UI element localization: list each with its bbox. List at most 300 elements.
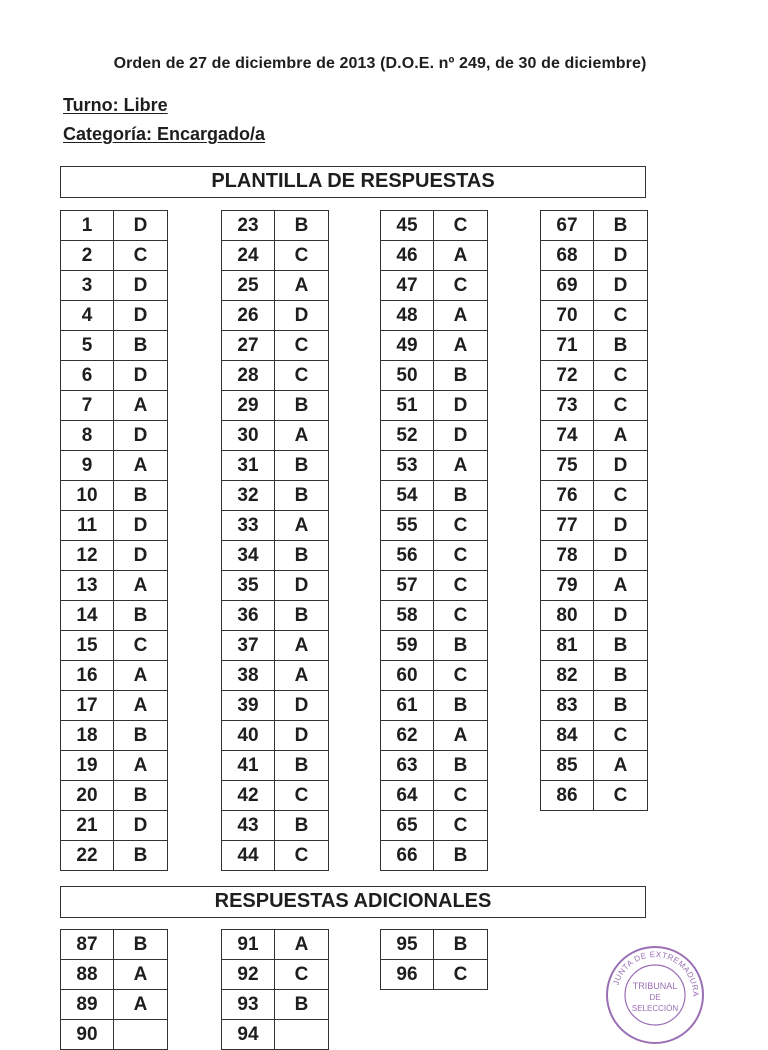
- order-reference: Orden de 27 de diciembre de 2013 (D.O.E. nº 249, de 30 de diciembre): [113, 55, 647, 72]
- question-number: 72: [541, 361, 594, 391]
- answer-letter: C: [594, 721, 648, 751]
- answer-letter: D: [114, 271, 168, 301]
- answer-letter: B: [275, 451, 329, 481]
- answer-letter: A: [594, 421, 648, 451]
- answer-row: [541, 481, 648, 511]
- answer-letter: B: [594, 661, 648, 691]
- answer-letter: A: [594, 751, 648, 781]
- answer-row: [222, 481, 329, 511]
- answer-row: [541, 391, 648, 421]
- answer-letter: B: [114, 331, 168, 361]
- answer-row: [222, 721, 329, 751]
- answer-row: [541, 271, 648, 301]
- answer-row: [222, 1020, 329, 1050]
- answer-row: [222, 841, 329, 871]
- answer-letter: A: [114, 571, 168, 601]
- question-number: 23: [222, 211, 275, 241]
- question-number: 13: [61, 571, 114, 601]
- answer-letter: B: [275, 211, 329, 241]
- answer-letter: C: [275, 331, 329, 361]
- question-number: 17: [61, 691, 114, 721]
- answer-letter: C: [434, 811, 488, 841]
- answer-row: [541, 631, 648, 661]
- answer-row: [61, 960, 168, 990]
- answer-letter: C: [594, 361, 648, 391]
- question-number: 62: [381, 721, 434, 751]
- answer-letter: D: [594, 541, 648, 571]
- answer-letter: A: [434, 301, 488, 331]
- answer-row: [222, 511, 329, 541]
- question-number: 63: [381, 751, 434, 781]
- categoria-label: Categoría: Encargado/a: [63, 124, 266, 144]
- answer-row: [541, 781, 648, 811]
- answer-letter: A: [114, 751, 168, 781]
- answer-letter: B: [275, 811, 329, 841]
- answer-letter: D: [594, 601, 648, 631]
- answer-row: [61, 811, 168, 841]
- question-number: 36: [222, 601, 275, 631]
- question-number: 75: [541, 451, 594, 481]
- question-number: 96: [381, 960, 434, 990]
- answer-row: [541, 301, 648, 331]
- answer-row: [61, 1020, 168, 1050]
- answer-row: [381, 960, 488, 990]
- answer-row: [61, 391, 168, 421]
- question-number: 67: [541, 211, 594, 241]
- question-number: 26: [222, 301, 275, 331]
- answer-row: [381, 601, 488, 631]
- question-number: 77: [541, 511, 594, 541]
- question-number: 9: [61, 451, 114, 481]
- question-number: 89: [61, 990, 114, 1020]
- answer-row: [222, 451, 329, 481]
- answer-row: [222, 331, 329, 361]
- answer-letter: B: [275, 601, 329, 631]
- answer-letter: C: [434, 601, 488, 631]
- answer-letter: C: [434, 271, 488, 301]
- answer-letter: A: [275, 421, 329, 451]
- answer-row: [61, 421, 168, 451]
- answer-letter: D: [594, 511, 648, 541]
- plantilla-title: PLANTILLA DE RESPUESTAS: [60, 166, 646, 198]
- question-number: 55: [381, 511, 434, 541]
- question-number: 82: [541, 661, 594, 691]
- answer-row: [381, 841, 488, 871]
- answer-letter: C: [275, 960, 329, 990]
- answer-letter: C: [434, 960, 488, 990]
- answer-row: [222, 361, 329, 391]
- turno-label: Turno: Libre: [63, 95, 168, 115]
- answer-row: [381, 301, 488, 331]
- answer-row: [381, 541, 488, 571]
- seal-ring-text: JUNTA DE EXTREMADURA: [611, 949, 701, 998]
- answer-row: [381, 811, 488, 841]
- question-number: 69: [541, 271, 594, 301]
- question-number: 14: [61, 601, 114, 631]
- question-number: 46: [381, 241, 434, 271]
- answer-row: [61, 361, 168, 391]
- question-number: 65: [381, 811, 434, 841]
- answer-letter: D: [114, 301, 168, 331]
- question-number: 50: [381, 361, 434, 391]
- question-number: 39: [222, 691, 275, 721]
- answer-row: [61, 631, 168, 661]
- answer-letter: B: [275, 751, 329, 781]
- answer-letter: B: [434, 930, 488, 960]
- question-number: 52: [381, 421, 434, 451]
- answer-letter: A: [275, 631, 329, 661]
- answer-row: [61, 331, 168, 361]
- answer-row: [61, 301, 168, 331]
- answer-letter: C: [434, 211, 488, 241]
- answer-letter: D: [114, 421, 168, 451]
- question-number: 38: [222, 661, 275, 691]
- plantilla-column-2: [221, 210, 329, 871]
- answer-letter: B: [114, 781, 168, 811]
- question-number: 19: [61, 751, 114, 781]
- answer-row: [381, 571, 488, 601]
- answer-letter: D: [114, 511, 168, 541]
- plantilla-column-4: [540, 210, 648, 811]
- question-number: 85: [541, 751, 594, 781]
- answer-letter: A: [114, 391, 168, 421]
- answer-letter: B: [114, 930, 168, 960]
- answer-letter: A: [434, 331, 488, 361]
- answer-row: [61, 990, 168, 1020]
- answer-row: [222, 691, 329, 721]
- answer-letter: D: [434, 391, 488, 421]
- answer-letter: B: [434, 361, 488, 391]
- question-number: 41: [222, 751, 275, 781]
- question-number: 60: [381, 661, 434, 691]
- answer-letter: B: [275, 541, 329, 571]
- answer-letter: C: [434, 511, 488, 541]
- question-number: 6: [61, 361, 114, 391]
- question-number: 79: [541, 571, 594, 601]
- answer-row: [222, 631, 329, 661]
- answer-row: [541, 241, 648, 271]
- answer-row: [222, 930, 329, 960]
- answer-letter: D: [594, 241, 648, 271]
- answer-row: [222, 781, 329, 811]
- answer-row: [61, 571, 168, 601]
- answer-row: [381, 391, 488, 421]
- answer-row: [541, 541, 648, 571]
- question-number: 93: [222, 990, 275, 1020]
- answer-letter: D: [434, 421, 488, 451]
- answer-letter: A: [275, 271, 329, 301]
- answer-row: [61, 781, 168, 811]
- answer-row: [61, 241, 168, 271]
- answer-row: [61, 481, 168, 511]
- question-number: 10: [61, 481, 114, 511]
- question-number: 90: [61, 1020, 114, 1050]
- answer-letter: B: [594, 631, 648, 661]
- question-number: 8: [61, 421, 114, 451]
- question-number: 33: [222, 511, 275, 541]
- answer-letter: B: [275, 990, 329, 1020]
- answer-row: [381, 751, 488, 781]
- answer-letter: D: [114, 811, 168, 841]
- answer-row: [61, 271, 168, 301]
- answer-row: [381, 241, 488, 271]
- question-number: 27: [222, 331, 275, 361]
- answer-letter: C: [434, 541, 488, 571]
- answer-row: [222, 391, 329, 421]
- question-number: 53: [381, 451, 434, 481]
- question-number: 11: [61, 511, 114, 541]
- answer-row: [61, 841, 168, 871]
- answer-row: [381, 930, 488, 960]
- answer-letter: B: [594, 691, 648, 721]
- answer-row: [381, 661, 488, 691]
- answer-letter: D: [275, 721, 329, 751]
- question-number: 92: [222, 960, 275, 990]
- answer-row: [61, 211, 168, 241]
- answer-letter: C: [114, 241, 168, 271]
- adicionales-column-2: [221, 929, 329, 1050]
- adicionales-column-3: [380, 929, 488, 990]
- question-number: 40: [222, 721, 275, 751]
- answer-row: [222, 601, 329, 631]
- answer-letter: A: [275, 661, 329, 691]
- answer-letter: B: [434, 841, 488, 871]
- adicionales-title: RESPUESTAS ADICIONALES: [60, 886, 646, 918]
- question-number: 70: [541, 301, 594, 331]
- question-number: 78: [541, 541, 594, 571]
- question-number: 94: [222, 1020, 275, 1050]
- question-number: 29: [222, 391, 275, 421]
- answer-letter: B: [434, 751, 488, 781]
- question-number: 42: [222, 781, 275, 811]
- answer-row: [381, 781, 488, 811]
- answer-row: [61, 691, 168, 721]
- question-number: 51: [381, 391, 434, 421]
- answer-letter: D: [114, 211, 168, 241]
- question-number: 95: [381, 930, 434, 960]
- answer-letter: B: [114, 601, 168, 631]
- answer-row: [61, 751, 168, 781]
- seal-line-2: DE: [649, 993, 661, 1002]
- question-number: 15: [61, 631, 114, 661]
- question-number: 66: [381, 841, 434, 871]
- question-number: 12: [61, 541, 114, 571]
- answer-letter: D: [275, 301, 329, 331]
- question-number: 20: [61, 781, 114, 811]
- seal-line-3: SELECCIÓN: [631, 1004, 679, 1013]
- question-number: 58: [381, 601, 434, 631]
- question-number: 83: [541, 691, 594, 721]
- answer-letter: B: [114, 721, 168, 751]
- answer-row: [61, 721, 168, 751]
- answer-letter: [275, 1020, 329, 1050]
- answer-row: [222, 541, 329, 571]
- answer-row: [61, 511, 168, 541]
- answer-letter: C: [594, 481, 648, 511]
- question-number: 48: [381, 301, 434, 331]
- answer-row: [541, 571, 648, 601]
- answer-row: [222, 661, 329, 691]
- answer-row: [222, 960, 329, 990]
- answer-row: [61, 930, 168, 960]
- answer-letter: C: [434, 661, 488, 691]
- question-number: 71: [541, 331, 594, 361]
- answer-row: [541, 211, 648, 241]
- answer-letter: A: [114, 990, 168, 1020]
- answer-row: [541, 511, 648, 541]
- answer-letter: C: [114, 631, 168, 661]
- answer-row: [381, 331, 488, 361]
- answer-letter: A: [114, 451, 168, 481]
- answer-letter: B: [434, 691, 488, 721]
- question-number: 88: [61, 960, 114, 990]
- question-number: 1: [61, 211, 114, 241]
- answer-row: [61, 541, 168, 571]
- plantilla-column-1: [60, 210, 168, 871]
- question-number: 37: [222, 631, 275, 661]
- answer-row: [381, 451, 488, 481]
- answer-letter: B: [434, 481, 488, 511]
- answer-letter: A: [434, 721, 488, 751]
- answer-row: [381, 361, 488, 391]
- question-number: 56: [381, 541, 434, 571]
- answer-letter: C: [434, 571, 488, 601]
- answer-row: [381, 481, 488, 511]
- answer-row: [222, 990, 329, 1020]
- answer-letter: B: [594, 211, 648, 241]
- answer-row: [381, 271, 488, 301]
- question-number: 84: [541, 721, 594, 751]
- answer-letter: D: [594, 271, 648, 301]
- question-number: 32: [222, 481, 275, 511]
- question-number: 5: [61, 331, 114, 361]
- answer-letter: C: [594, 391, 648, 421]
- answer-row: [381, 211, 488, 241]
- question-number: 57: [381, 571, 434, 601]
- question-number: 87: [61, 930, 114, 960]
- adicionales-column-1: [60, 929, 168, 1050]
- answer-letter: B: [275, 391, 329, 421]
- question-number: 49: [381, 331, 434, 361]
- question-number: 43: [222, 811, 275, 841]
- question-number: 2: [61, 241, 114, 271]
- answer-letter: A: [434, 241, 488, 271]
- answer-row: [222, 211, 329, 241]
- answer-row: [222, 271, 329, 301]
- question-number: 22: [61, 841, 114, 871]
- question-number: 44: [222, 841, 275, 871]
- answer-letter: A: [275, 511, 329, 541]
- answer-letter: B: [114, 481, 168, 511]
- answer-row: [381, 631, 488, 661]
- question-number: 64: [381, 781, 434, 811]
- question-number: 47: [381, 271, 434, 301]
- question-number: 45: [381, 211, 434, 241]
- question-number: 86: [541, 781, 594, 811]
- answer-row: [541, 691, 648, 721]
- question-number: 61: [381, 691, 434, 721]
- answer-row: [541, 421, 648, 451]
- question-number: 73: [541, 391, 594, 421]
- answer-row: [61, 661, 168, 691]
- answer-row: [541, 601, 648, 631]
- answer-letter: A: [594, 571, 648, 601]
- question-number: 76: [541, 481, 594, 511]
- answer-row: [381, 721, 488, 751]
- plantilla-column-3: [380, 210, 488, 871]
- question-number: 30: [222, 421, 275, 451]
- question-number: 24: [222, 241, 275, 271]
- question-number: 25: [222, 271, 275, 301]
- answer-row: [222, 301, 329, 331]
- question-number: 68: [541, 241, 594, 271]
- question-number: 74: [541, 421, 594, 451]
- question-number: 7: [61, 391, 114, 421]
- answer-letter: [114, 1020, 168, 1050]
- answer-letter: D: [275, 691, 329, 721]
- question-number: 59: [381, 631, 434, 661]
- answer-letter: A: [275, 930, 329, 960]
- answer-letter: B: [114, 841, 168, 871]
- question-number: 4: [61, 301, 114, 331]
- answer-letter: D: [114, 361, 168, 391]
- answer-letter: D: [114, 541, 168, 571]
- question-number: 31: [222, 451, 275, 481]
- question-number: 21: [61, 811, 114, 841]
- answer-letter: C: [275, 361, 329, 391]
- answer-letter: D: [594, 451, 648, 481]
- answer-row: [222, 421, 329, 451]
- answer-row: [222, 751, 329, 781]
- answer-letter: C: [594, 781, 648, 811]
- answer-row: [381, 421, 488, 451]
- answer-letter: C: [275, 241, 329, 271]
- question-number: 91: [222, 930, 275, 960]
- answer-row: [61, 601, 168, 631]
- answer-letter: B: [594, 331, 648, 361]
- answer-letter: D: [275, 571, 329, 601]
- question-number: 28: [222, 361, 275, 391]
- answer-letter: A: [114, 691, 168, 721]
- answer-letter: A: [114, 661, 168, 691]
- answer-letter: C: [594, 301, 648, 331]
- answer-letter: A: [434, 451, 488, 481]
- question-number: 34: [222, 541, 275, 571]
- answer-letter: C: [275, 781, 329, 811]
- answer-letter: A: [114, 960, 168, 990]
- answer-letter: B: [275, 481, 329, 511]
- answer-row: [222, 811, 329, 841]
- answer-row: [222, 571, 329, 601]
- answer-letter: C: [434, 781, 488, 811]
- question-number: 3: [61, 271, 114, 301]
- answer-row: [541, 661, 648, 691]
- answer-row: [61, 451, 168, 481]
- question-number: 16: [61, 661, 114, 691]
- answer-letter: B: [434, 631, 488, 661]
- answer-row: [541, 451, 648, 481]
- question-number: 81: [541, 631, 594, 661]
- seal-line-1: TRIBUNAL: [632, 981, 678, 991]
- question-number: 80: [541, 601, 594, 631]
- answer-row: [541, 751, 648, 781]
- answer-row: [381, 691, 488, 721]
- answer-row: [541, 721, 648, 751]
- answer-row: [541, 331, 648, 361]
- question-number: 18: [61, 721, 114, 751]
- question-number: 35: [222, 571, 275, 601]
- answer-row: [381, 511, 488, 541]
